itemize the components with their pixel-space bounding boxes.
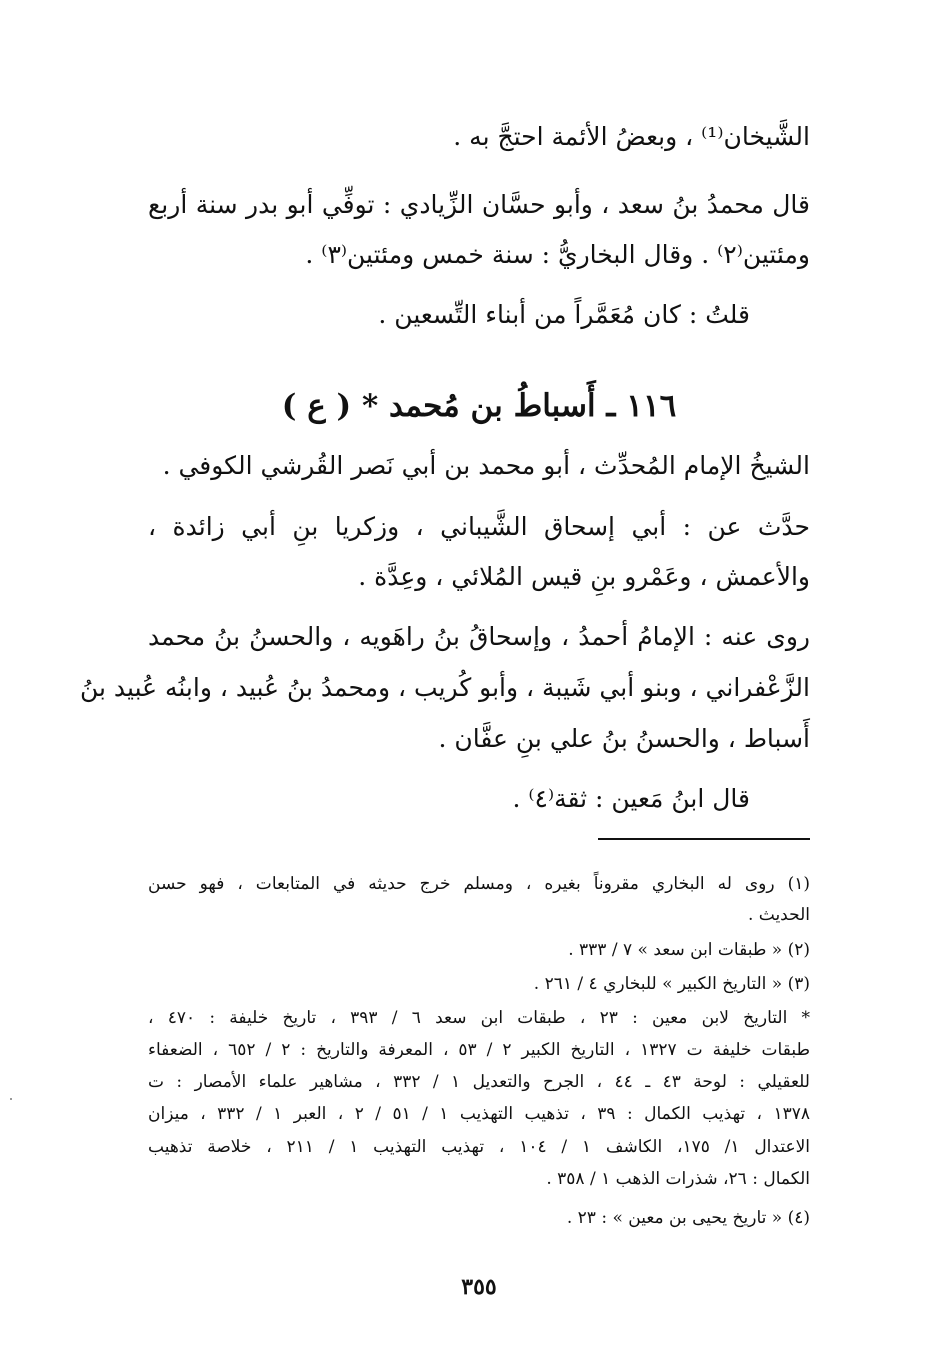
- footnote-line: ١٣٧٨ ، تهذيب الكمال : ٣٩ ، تذهيب التهذيب ١ / ٥١ / ٢ ، العبر ١ / ٣٣٢ ، ميزان: [148, 1104, 811, 1124]
- footnote-line: للعقيلي : لوحة ٤٣ ـ ٤٤ ، الجرح والتعديل ١ / ٣٣٢ ، مشاهير علماء الأمصار : ت: [148, 1072, 810, 1092]
- paragraph-line: الزَّعْفراني ، وبنو أبي شَيبة ، وأبو كُريب ، ومحمدُ بنُ عُبيد ، وابنُه عُبيد بنُ: [79, 673, 810, 702]
- paragraph-line: الشَّيخان⁽¹⁾ ، وبعضُ الأئمة احتجَّ به .: [453, 122, 810, 151]
- footnote-line: طبقات خليفة ت ١٣٢٧ ، التاريخ الكبير ٢ / ٥٣ ، المعرفة والتاريخ : ٢ / ٦٥٢ ، الضعفاء: [148, 1040, 810, 1060]
- paragraph-line: قال محمدُ بنُ سعد ، وأبو حسَّان الزِّيادي : توفِّي أبو بدر سنة أربع: [148, 190, 810, 219]
- footnote-line: الحديث .: [747, 905, 810, 925]
- paragraph-line: روى عنه : الإمامُ أحمدُ ، وإسحاقُ بنُ راهَويه ، والحسنُ بنُ محمد: [148, 622, 810, 651]
- paragraph-line: حدَّث عن : أبي إسحاق الشَّيباني ، وزكريا بنِ أبي زائدة ،: [148, 512, 810, 541]
- paragraph-line: قال ابنُ مَعين : ثقة⁽٤⁾ .: [512, 784, 750, 813]
- scan-speck: [10, 1098, 12, 1100]
- footnote-line: الكمال : ٢٦، شذرات الذهب ١ / ٣٥٨ .: [546, 1169, 810, 1189]
- entry-heading: ١١٦ ـ أَسباطُ بن مُحمد * ( ع ): [281, 388, 677, 424]
- footnote-line: (٤) « تاريخ يحيى بن معين » : ٢٣ .: [566, 1208, 810, 1228]
- paragraph-line: أَسباط ، والحسنُ بنُ علي بنِ عفَّان .: [438, 724, 810, 753]
- footnote-line: (٢) « طبقات ابن سعد » ٧ / ٣٣٣ .: [568, 940, 810, 960]
- footnote-separator: [598, 838, 810, 840]
- page-number: ٣٥٥: [461, 1274, 497, 1300]
- paragraph-line: قلتُ : كان مُعَمَّراً من أبناء التِّسعين .: [378, 300, 750, 329]
- book-page: [79, 0, 811, 1371]
- footnote-line: * التاريخ لابن معين : ٢٣ ، طبقات ابن سعد ٦ / ٣٩٣ ، تاريخ خليفة : ٤٧٠ ،: [148, 1008, 811, 1028]
- footnote-line: الاعتدال ١/ ١٧٥، الكاشف ١ / ١٠٤ ، تهذيب التهذيب ١ / ٢١١ ، خلاصة تذهيب: [148, 1137, 811, 1157]
- paragraph-line: والأعمش ، وعَمْرو بنِ قيس المُلائي ، وعِدَّة .: [358, 562, 810, 591]
- footnote-line: (١) روى له البخاري مقروناً بغيره ، ومسلم خرج حديثه في المتابعات ، فهو حسن: [148, 874, 810, 894]
- paragraph-line: ومئتين⁽٢⁾ . وقال البخاريُّ : سنة خمس ومئتين⁽٣⁾ .: [305, 240, 810, 269]
- footnote-line: (٣) « التاريخ الكبير » للبخاري ٤ / ٢٦١ .: [533, 974, 810, 994]
- paragraph-line: الشيخُ الإمام المُحدِّث ، أبو محمد بن أبي نَصر القُرشي الكوفي .: [162, 451, 810, 480]
